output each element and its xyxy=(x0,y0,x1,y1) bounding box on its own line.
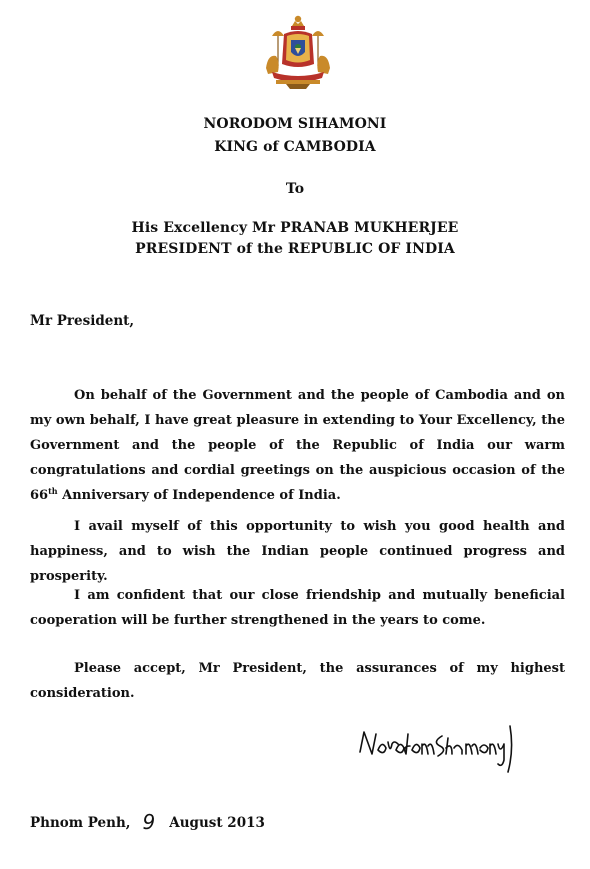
recipient-name: His Excellency Mr PRANAB MUKHERJEE xyxy=(131,220,459,236)
place: Phnom Penh, xyxy=(30,815,131,831)
paragraph-congratulations-text: On behalf of the Government and the people of Cambodia and on my own behalf, I have great pleasure in extending to Your Excellency, the Government and the people of the Republic of India our warm congratulations and cordial greetings on the auspicious occasion of the 66 xyxy=(30,388,565,503)
month-year: August 2013 xyxy=(169,815,265,831)
place-and-date xyxy=(30,810,265,834)
sender-title: KING of CAMBODIA xyxy=(214,139,376,155)
royal-coat-of-arms-emblem xyxy=(262,14,334,90)
handwritten-day: 9 xyxy=(142,810,156,834)
ordinal-suffix: th xyxy=(48,486,58,496)
to-label: To xyxy=(285,181,305,197)
paragraph-wishes: I avail myself of this opportunity to wish you good health and happiness, and to wish the Indian people continued progress and prosperity. xyxy=(30,519,565,584)
sender-name: NORODOM SIHAMONI xyxy=(203,116,387,132)
paragraph-friendship: I am confident that our close friendship and mutually beneficial cooperation will be further strengthened in the years to come. xyxy=(30,588,565,628)
paragraph-congratulations-tail: Anniversary of Independence of India. xyxy=(57,488,341,503)
paragraph-congratulations xyxy=(30,383,565,508)
paragraph-closing: Please accept, Mr President, the assurances of my highest consideration. xyxy=(30,661,565,701)
handwritten-signature xyxy=(358,720,528,778)
salutation: Mr President, xyxy=(30,313,135,329)
recipient-title: PRESIDENT of the REPUBLIC OF INDIA xyxy=(135,241,455,257)
